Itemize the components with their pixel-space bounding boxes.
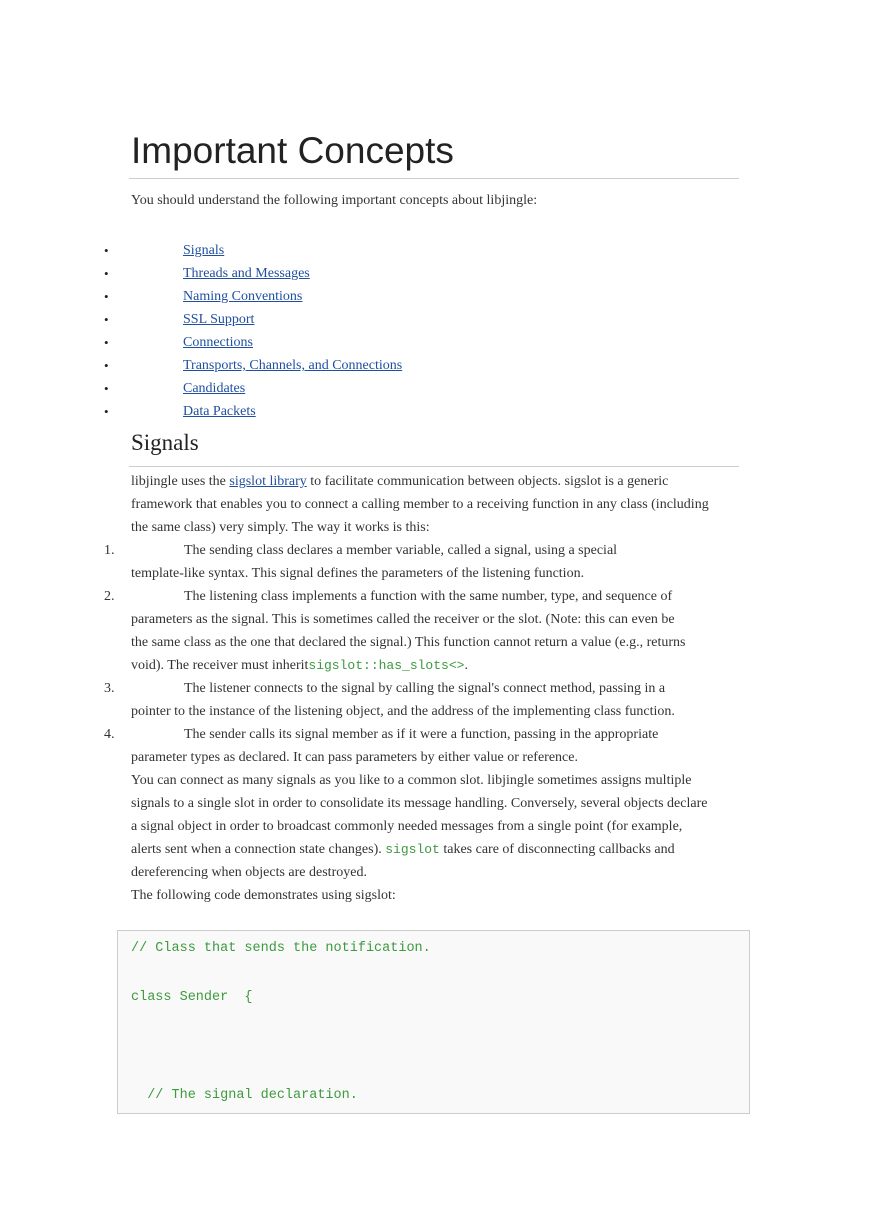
step-number: 3. [104,681,115,696]
signals-intro-paragraph [131,470,739,539]
inline-code: sigslot [385,842,440,857]
step-number: 1. [104,543,115,558]
code-line: class Sender { [131,990,253,1005]
text-line: a signal object in order to broadcast commonly needed messages from a single point (for example, [131,819,683,834]
section-title-signals: Signals [131,430,199,455]
text-run: to facilitate communication between objects. sigslot is a generic [306,474,669,489]
code-line: // The signal declaration. [131,1088,358,1103]
text-line: pointer to the instance of the listening object, and the address of the implementing class function. [131,704,675,719]
signals-body-paragraph [131,769,739,907]
text-run: void). The receiver must inherit [131,658,309,673]
text-run: . [464,658,468,673]
intro-text: You should understand the following important concepts about libjingle: [131,193,538,208]
inline-code: sigslot::has_slots<> [308,658,465,673]
link-candidates[interactable]: Candidates [183,381,246,396]
link-transports-channels-connections[interactable]: Transports, Channels, and Connections [183,358,403,373]
section-divider [129,466,739,467]
text-line: signals to a single slot in order to consolidate its message handling. Conversely, several objects declare [131,796,708,811]
code-block [117,930,750,1114]
text-line: the same class) very simply. The way it works is this: [131,520,430,535]
text-line: You can connect as many signals as you like to a common slot. libjingle sometimes assigns multiple [131,773,692,788]
page-title: Important Concepts [131,130,454,171]
text-line: The sender calls its signal member as if it were a function, passing in the appropriate [184,727,659,742]
text-run: alerts sent when a connection state changes). [131,842,386,857]
step-2 [131,585,751,677]
bullet: • [104,289,109,304]
title-divider [129,178,739,179]
link-connections[interactable]: Connections [183,335,253,350]
link-ssl-support[interactable]: SSL Support [183,312,255,327]
step-1 [131,539,751,585]
text-line: parameter types as declared. It can pass parameters by either value or reference. [131,750,578,765]
text-line: The sending class declares a member variable, called a signal, using a special [184,543,618,558]
text-line: the same class as the one that declared the signal.) This function cannot return a value (e.g., returns [131,635,686,650]
step-3 [131,677,751,723]
text-line: The listening class implements a function with the same number, type, and sequence of [184,589,673,604]
text-line: dereferencing when objects are destroyed. [131,865,367,880]
text-run: takes care of disconnecting callbacks and [439,842,675,857]
bullet: • [104,381,109,396]
text-line: framework that enables you to connect a calling member to a receiving function in any class (including [131,497,709,512]
link-sigslot-library[interactable]: sigslot library [229,474,307,489]
link-threads-and-messages[interactable]: Threads and Messages [183,266,310,281]
text-line [131,654,751,677]
text-line [131,838,739,861]
text-line: The listener connects to the signal by calling the signal's connect method, passing in a [184,681,666,696]
step-number: 2. [104,589,115,604]
text-line: parameters as the signal. This is sometimes called the receiver or the slot. (Note: this can even be [131,612,675,627]
text-line [131,470,739,493]
code-line: // Class that sends the notification. [131,941,431,956]
link-data-packets[interactable]: Data Packets [183,404,256,419]
text-line: The following code demonstrates using sigslot: [131,888,396,903]
bullet: • [104,335,109,350]
bullet: • [104,404,109,419]
bullet: • [104,312,109,327]
step-4 [131,723,751,769]
text-line: template-like syntax. This signal defines the parameters of the listening function. [131,566,585,581]
bullet: • [104,266,109,281]
link-signals[interactable]: Signals [183,243,225,258]
text-run: libjingle uses the [131,474,230,489]
link-naming-conventions[interactable]: Naming Conventions [183,289,303,304]
step-number: 4. [104,727,115,742]
bullet: • [104,358,109,373]
bullet: • [104,243,109,258]
